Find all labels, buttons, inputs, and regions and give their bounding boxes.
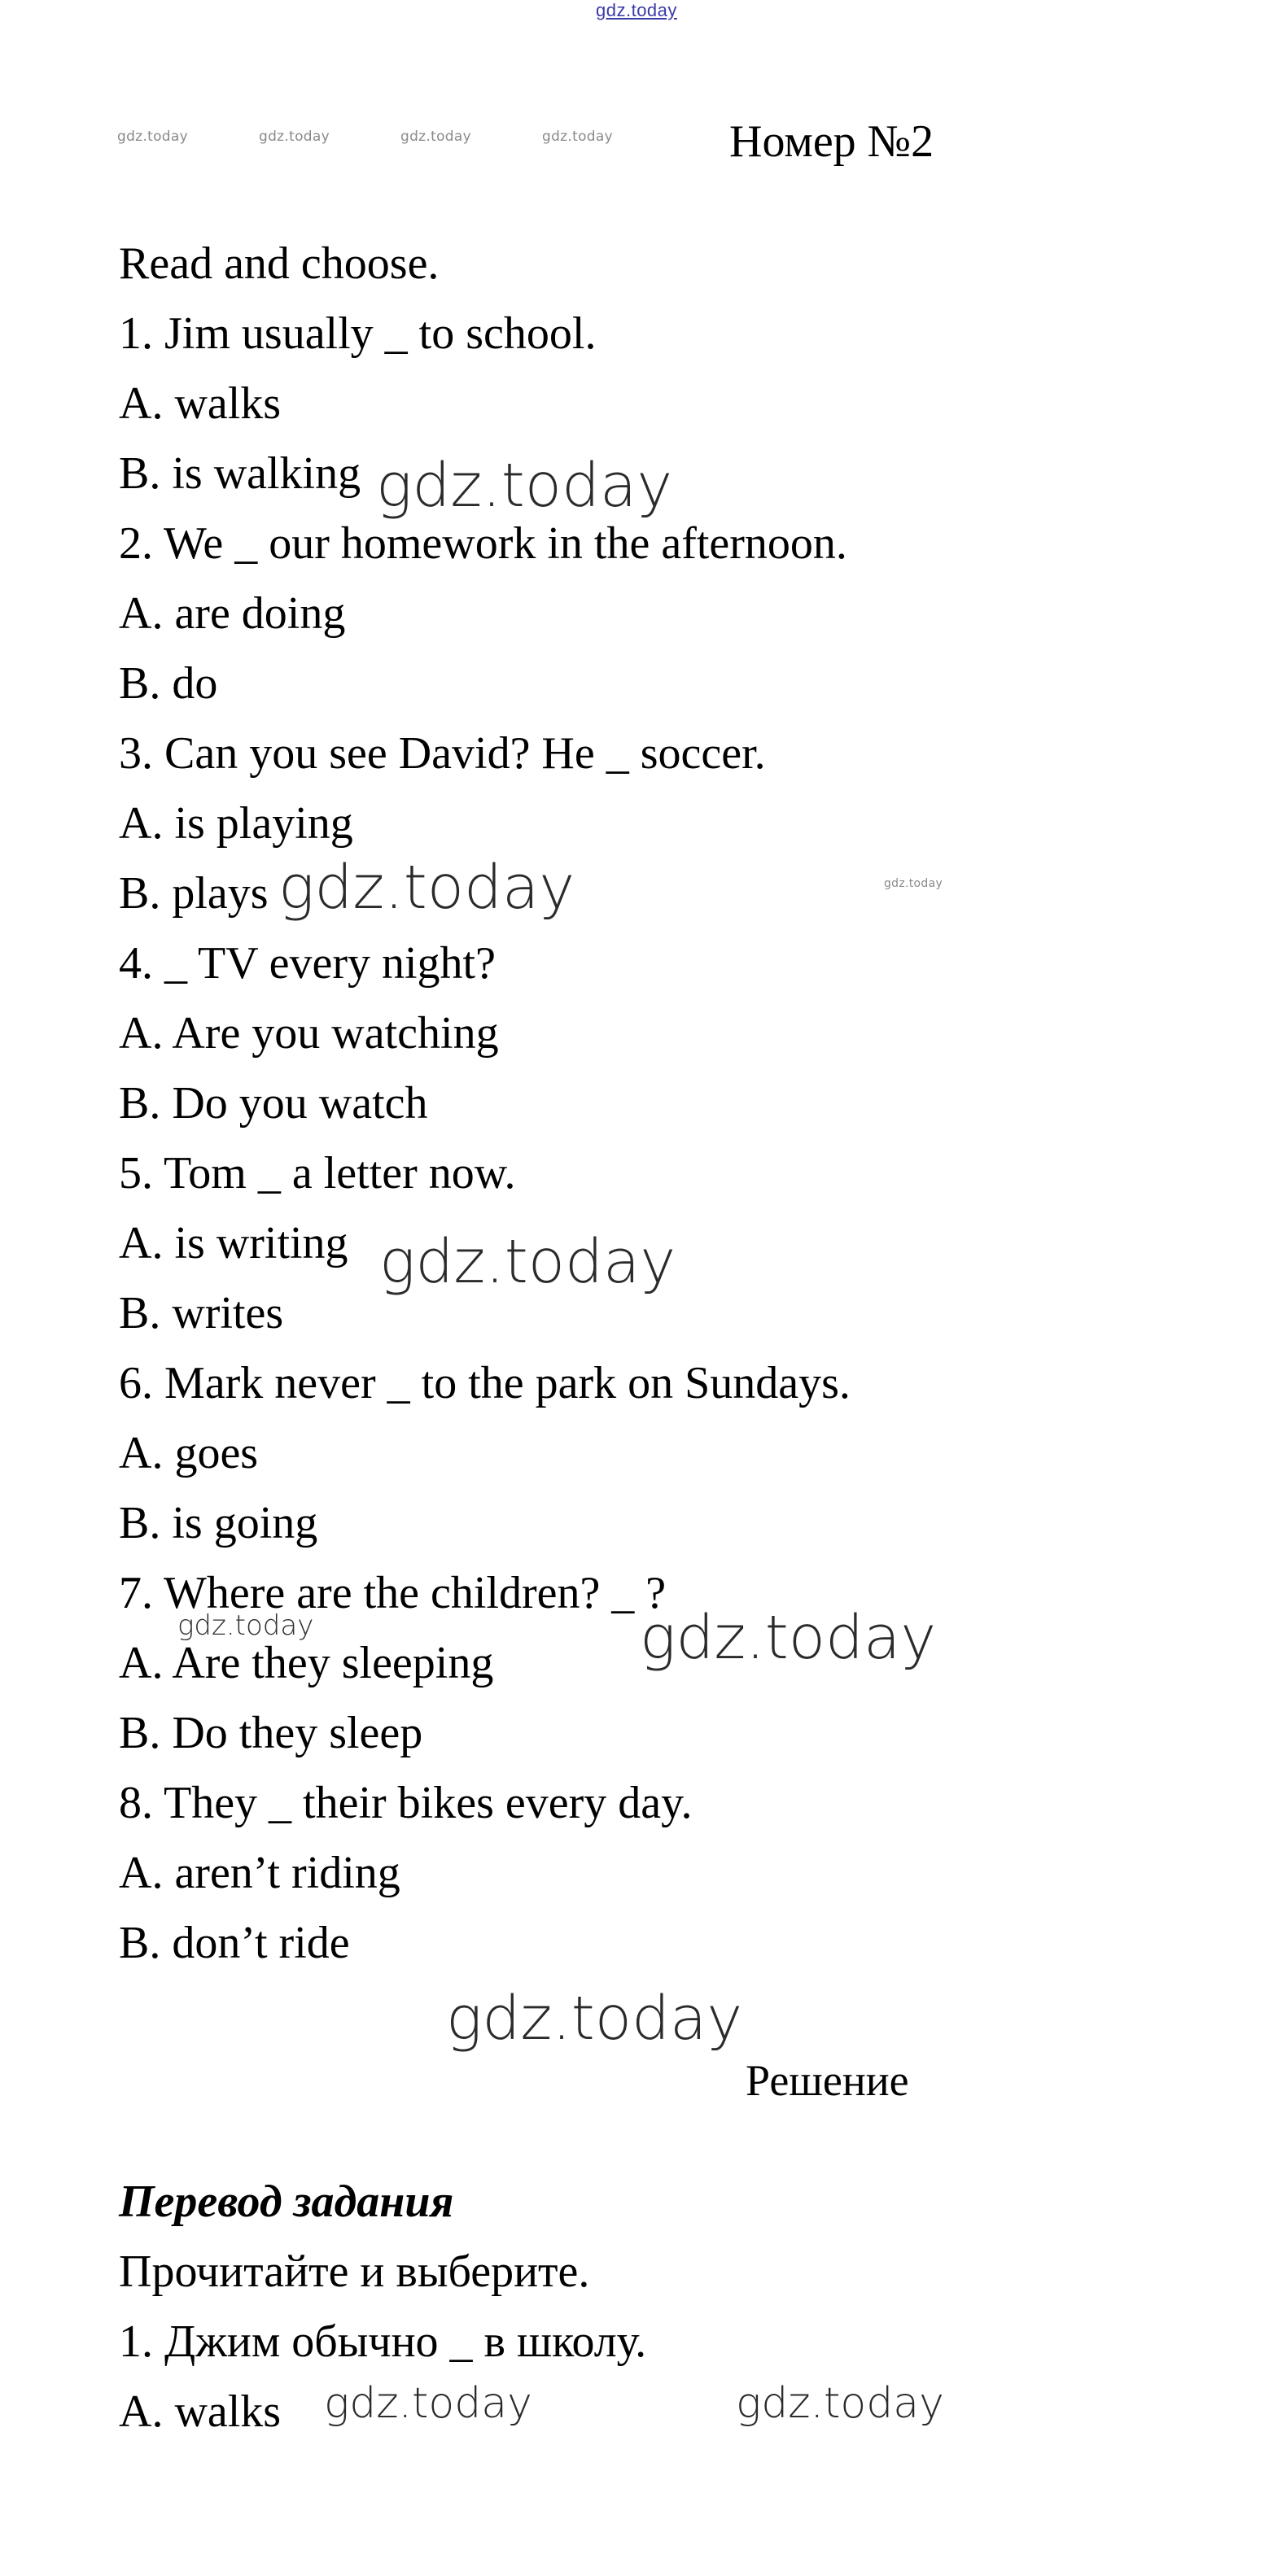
task-line: A. are doing <box>119 588 346 639</box>
task-line: A. is writing <box>119 1218 348 1268</box>
task-line: B. don’t ride <box>119 1918 350 1968</box>
task-line: A. is playing <box>119 798 353 849</box>
translation-line: Прочитайте и выберите. <box>119 2246 590 2297</box>
task-instruction: Read and choose. <box>119 238 440 289</box>
task-line: B. plays <box>119 868 269 919</box>
task-line: A. aren’t riding <box>119 1848 400 1898</box>
watermark: gdz.today <box>884 877 943 890</box>
task-line: 7. Where are the children? _ ? <box>119 1568 667 1618</box>
task-line: B. writes <box>119 1288 284 1338</box>
task-line: B. do <box>119 658 218 709</box>
translation-line: A. walks <box>119 2386 282 2437</box>
watermark: gdz.today <box>640 1603 937 1673</box>
top-site-link[interactable]: gdz.today <box>596 0 677 20</box>
watermark: gdz.today <box>400 129 471 145</box>
task-line: 3. Can you see David? He _ soccer. <box>119 728 766 779</box>
watermark: gdz.today <box>259 129 330 145</box>
task-line: A. walks <box>119 378 282 429</box>
task-line: B. is going <box>119 1498 318 1548</box>
translation-line: 1. Джим обычно _ в школу. <box>119 2316 647 2367</box>
task-line: A. goes <box>119 1428 259 1478</box>
task-line: 5. Tom _ a letter now. <box>119 1148 516 1198</box>
watermark: gdz.today <box>117 129 188 145</box>
watermark: gdz.today <box>376 451 673 521</box>
task-line: 2. We _ our homework in the afternoon. <box>119 518 847 569</box>
watermark: gdz.today <box>542 129 613 145</box>
watermark: gdz.today <box>446 1984 743 2054</box>
watermark: gdz.today <box>736 2379 944 2428</box>
task-line: 6. Mark never _ to the park on Sundays. <box>119 1358 851 1408</box>
watermark: gdz.today <box>379 1227 676 1297</box>
task-line: 8. They _ their bikes every day. <box>119 1778 693 1828</box>
solution-label: Решение <box>746 2056 909 2105</box>
task-line: B. Do you watch <box>119 1078 428 1129</box>
watermark: gdz.today <box>324 2379 532 2428</box>
task-line: B. is walking <box>119 448 361 499</box>
exercise-number-title: Номер №2 <box>729 116 934 167</box>
watermark: gdz.today <box>177 1609 314 1642</box>
task-line: A. Are they sleeping <box>119 1638 494 1688</box>
task-line: 1. Jim usually _ to school. <box>119 308 597 359</box>
task-line: 4. _ TV every night? <box>119 938 496 989</box>
task-line: B. Do they sleep <box>119 1708 423 1758</box>
translation-title: Перевод задания <box>119 2177 454 2227</box>
watermark: gdz.today <box>278 853 575 923</box>
task-line: A. Are you watching <box>119 1008 499 1059</box>
